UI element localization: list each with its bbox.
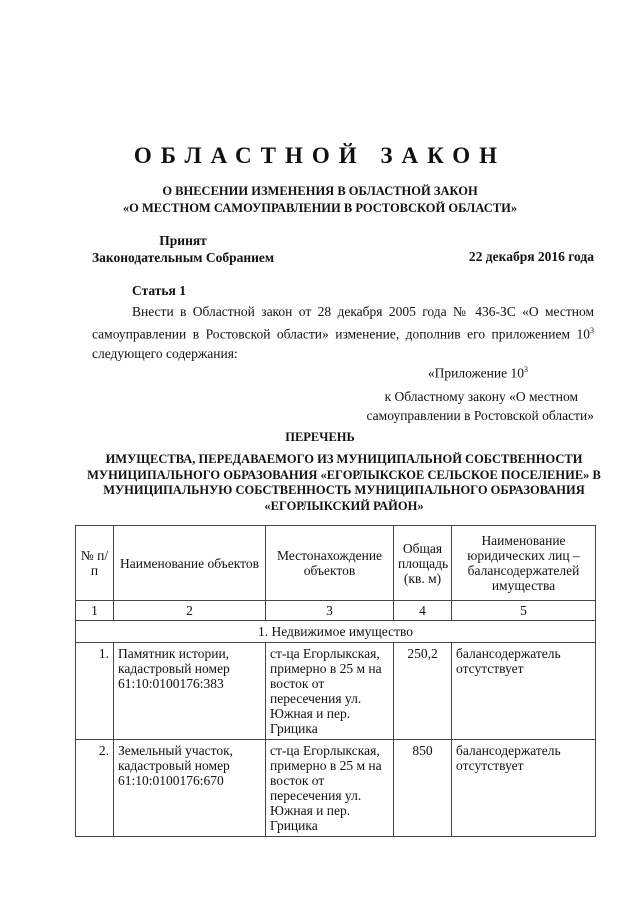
- row-number: 2.: [76, 740, 114, 837]
- subtitle-line-1: О ВНЕСЕНИИ ИЗМЕНЕНИЯ В ОБЛАСТНОЙ ЗАКОН: [162, 184, 478, 198]
- annex-reference: [330, 360, 594, 425]
- column-number: 2: [114, 601, 266, 621]
- annex-line-3: самоуправлении в Ростовской области»: [366, 407, 594, 423]
- adoption-block: [92, 232, 274, 266]
- header-area: Общая площадь (кв. м): [394, 526, 452, 601]
- object-name: Памятник истории, кадастровый номер 61:10:0100176:383: [114, 643, 266, 740]
- table-row: [76, 740, 596, 837]
- article-text: [92, 302, 594, 363]
- annex-title: «Приложение 10: [427, 365, 524, 381]
- column-number: 4: [394, 601, 452, 621]
- column-number: 5: [452, 601, 596, 621]
- object-name: Земельный участок, кадастровый номер 61:10:0100176:670: [114, 740, 266, 837]
- header-holder: Наименование юридических лиц – балансодержателей имущества: [452, 526, 596, 601]
- object-holder: балансодержатель отсутствует: [452, 643, 596, 740]
- column-number-row: [76, 601, 596, 621]
- object-location: ст-ца Егорлыкская, примерно в 25 м на восток от пересечения ул. Южная и пер. Грицика: [266, 740, 394, 837]
- article-heading: Статья 1: [132, 283, 186, 298]
- column-number: 1: [76, 601, 114, 621]
- header-location: Местонахождение объектов: [266, 526, 394, 601]
- object-holder: балансодержатель отсутствует: [452, 740, 596, 837]
- object-area: 250,2: [394, 643, 452, 740]
- article-text-part-2: следующего содержания:: [92, 345, 238, 361]
- table-row: [76, 643, 596, 740]
- annex-line-2: к Областному закону «О местном: [384, 388, 578, 404]
- header-name: Наименование объектов: [114, 526, 266, 601]
- page-title: ОБЛАСТНОЙ ЗАКОН: [133, 143, 507, 168]
- subtitle-line-2: «О МЕСТНОМ САМОУПРАВЛЕНИИ В РОСТОВСКОЙ ОБЛАСТИ»: [122, 201, 518, 215]
- law-subtitle: [0, 183, 640, 217]
- list-heading: ПЕРЕЧЕНЬ: [285, 430, 355, 444]
- property-table: [75, 525, 596, 837]
- column-number: 3: [266, 601, 394, 621]
- adoption-line-1: Принят: [159, 233, 207, 248]
- table-header-row: [76, 526, 596, 601]
- annex-line-1: [330, 360, 594, 383]
- object-location: ст-ца Егорлыкская, примерно в 25 м на восток от пересечения ул. Южная и пер. Грицика: [266, 643, 394, 740]
- header-num: № п/п: [76, 526, 114, 601]
- article-text-part-1: Внести в Областной закон от 28 декабря 2005 года № 436-ЗС «О местном самоуправлении в Ростовской области» изменение, дополнив его приложением 10: [92, 304, 594, 342]
- adoption-date: 22 декабря 2016 года: [468, 249, 594, 264]
- section-title: 1. Недвижимое имущество: [76, 621, 596, 643]
- row-number: 1.: [76, 643, 114, 740]
- list-subheading: ИМУЩЕСТВА, ПЕРЕДАВАЕМОГО ИЗ МУНИЦИПАЛЬНОЙ СОБСТВЕННОСТИ МУНИЦИПАЛЬНОГО ОБРАЗОВАНИЯ «ЕГОРЛЫКСКОЕ СЕЛЬСКОЕ ПОСЕЛЕНИЕ» В МУНИЦИПАЛЬНУЮ СОБСТВЕННОСТЬ МУНИЦИПАЛЬНОГО ОБРАЗОВАНИЯ «ЕГОРЛЫКСКИЙ РАЙОН»: [87, 452, 601, 513]
- section-row: [76, 621, 596, 643]
- article-sup: 3: [590, 326, 594, 335]
- object-area: 850: [394, 740, 452, 837]
- adoption-line-2: Законодательным Собранием: [92, 250, 275, 265]
- annex-sup: 3: [524, 365, 528, 374]
